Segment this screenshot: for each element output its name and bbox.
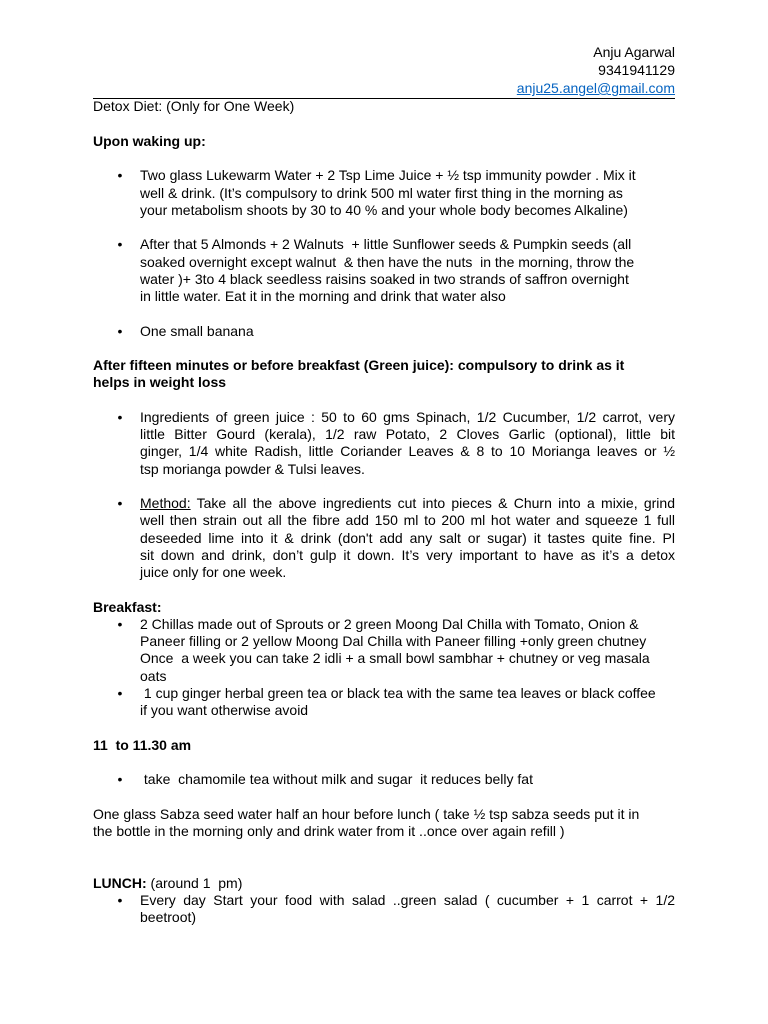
list-item-line: beetroot) — [140, 909, 197, 926]
author-contact-block — [517, 43, 675, 97]
list-item-salad — [117, 891, 675, 927]
method-label: Method: — [140, 495, 191, 512]
list-item-line: little Bitter Gourd (kerala), 1/2 raw Potato, 2 Cloves Garlic (optional), little bit — [140, 426, 675, 443]
lunch-label: LUNCH: — [93, 874, 147, 891]
method-text: Take all the above ingredients cut into pieces & Churn into a mixie, grind — [196, 495, 675, 512]
list-item-banana — [117, 322, 675, 340]
list-item-chamomile — [117, 771, 675, 788]
list-item-line: Every day Start your food with salad ..green salad ( cucumber + 1 carrot + 1/2 — [140, 891, 675, 908]
list-item-line: well then strain out all the fibre add 150 ml to 200 ml hot water and squeeze 1 full — [140, 512, 675, 529]
heading-line: After fifteen minutes or before breakfast (Green juice): compulsory to drink as it — [93, 357, 625, 374]
list-item-lukewarm-water — [117, 167, 675, 219]
bullet-marker: • — [117, 615, 123, 632]
author-phone: 9341941129 — [598, 62, 675, 78]
section-heading-mid-morning: 11 to 11.30 am — [93, 736, 192, 753]
bullet-marker: • — [117, 322, 123, 339]
author-email-link[interactable]: anju25.angel@gmail.com — [516, 80, 675, 96]
list-item-green-tea — [117, 684, 675, 720]
bullet-marker: • — [117, 236, 123, 253]
paragraph-line: One glass Sabza seed water half an hour before lunch ( take ½ tsp sabza seeds put it in — [93, 805, 640, 822]
bullet-marker: • — [117, 408, 123, 425]
list-item-line: your metabolism shoots by 30 to 40 % and your whole body becomes Alkaline) — [140, 201, 628, 218]
list-item-line: Paneer filling or 2 yellow Moong Dal Chilla with Paneer filling +only green chutney — [140, 633, 647, 650]
list-item-line: After that 5 Almonds + 2 Walnuts + little Sunflower seeds & Pumpkin seeds (all — [140, 236, 632, 253]
list-item-line: One small banana — [140, 322, 254, 339]
section-heading-upon-waking: Upon waking up: — [93, 132, 206, 149]
doc-title: Detox Diet: (Only for One Week) — [93, 98, 295, 115]
list-item-nuts — [117, 236, 675, 305]
list-item-line: 2 Chillas made out of Sprouts or 2 green Moong Dal Chilla with Tomato, Onion & — [140, 615, 639, 632]
section-heading-breakfast: Breakfast: — [93, 598, 162, 615]
bullet-marker: • — [117, 891, 123, 908]
bullet-marker: • — [117, 684, 123, 701]
list-item-line: ginger, 1/4 white Radish, little Coriander Leaves & 8 to 10 Morianga leaves or ½ — [140, 443, 675, 460]
section-heading-green-juice — [93, 357, 675, 392]
list-item-line: in little water. Eat it in the morning and drink that water also — [140, 288, 506, 305]
list-item-line: water )+ 3to 4 black seedless raisins soaked in two strands of saffron overnight — [140, 270, 629, 287]
bullet-marker: • — [117, 771, 123, 788]
list-item-method — [117, 495, 675, 581]
paragraph-line: the bottle in the morning only and drink water from it ..once over again refill ) — [93, 822, 565, 839]
method-first-line — [140, 495, 675, 512]
list-item-line: Once a week you can take 2 idli + a small bowl sambhar + chutney or veg masala — [140, 650, 650, 667]
section-heading-lunch — [93, 875, 675, 892]
list-item-line: oats — [140, 667, 167, 684]
list-item-line: Two glass Lukewarm Water + 2 Tsp Lime Juice + ½ tsp immunity powder . Mix it — [140, 167, 636, 184]
bullet-marker: • — [117, 495, 123, 512]
sabza-paragraph — [93, 806, 675, 841]
list-item-line: sit down and drink, don’t gulp it down. It’s very important to have as it’s a detox — [140, 546, 675, 563]
list-item-line: juice only for one week. — [140, 564, 287, 581]
list-item-line: deseeded lime into it & drink (don't add any salt or sugar) it tastes quite fine. Pl — [140, 529, 675, 546]
lunch-time: (around 1 pm) — [150, 874, 243, 891]
list-item-line: Ingredients of green juice : 50 to 60 gms Spinach, 1/2 Cucumber, 1/2 carrot, very — [140, 408, 675, 425]
list-item-line: well & drink. (It’s compulsory to drink 500 ml water first thing in the morning as — [140, 184, 623, 201]
list-item-ingredients — [117, 408, 675, 478]
author-name: Anju Agarwal — [593, 44, 675, 60]
list-item-line: if you want otherwise avoid — [140, 702, 309, 719]
list-item-chillas — [117, 615, 675, 685]
list-item-line: take chamomile tea without milk and sugar it reduces belly fat — [140, 771, 533, 788]
list-item-line: soaked overnight except walnut & then have the nuts in the morning, throw the — [140, 253, 635, 270]
heading-line: helps in weight loss — [93, 374, 227, 391]
bullet-marker: • — [117, 167, 123, 184]
list-item-line: tsp morianga powder & Tulsi leaves. — [140, 460, 365, 477]
list-item-line: 1 cup ginger herbal green tea or black tea with the same tea leaves or black coffee — [140, 684, 656, 701]
